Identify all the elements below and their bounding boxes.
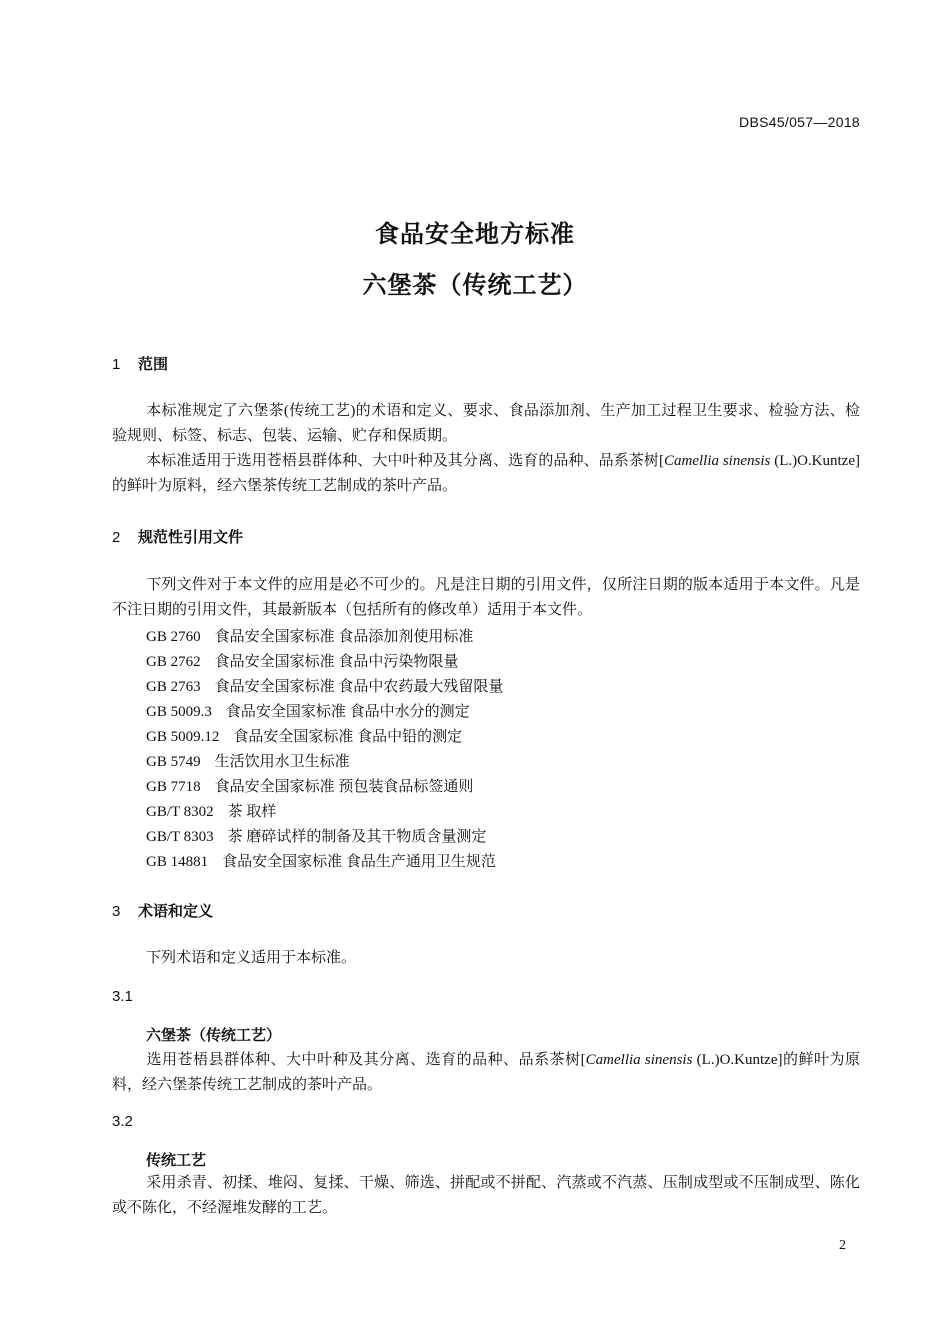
reference-item: [146, 750, 350, 771]
section-number: 3: [112, 903, 121, 920]
reference-code: GB/T 8302: [146, 804, 214, 820]
reference-item: [146, 825, 486, 846]
document-title-line2: 六堡茶（传统工艺）: [362, 272, 588, 299]
page-number: 2: [839, 1238, 846, 1253]
species-name: Camellia sinensis: [585, 1052, 693, 1068]
reference-code: GB 2763: [146, 679, 201, 695]
subsection-number-3-1: 3.1: [112, 988, 133, 1005]
paragraph-text: (L.)O.Kuntze]的鲜叶为原料，经六堡茶传统工艺制成的茶叶产品。: [112, 1052, 860, 1093]
reference-item: [146, 850, 496, 871]
reference-item: [146, 725, 462, 746]
paragraph-scope-2: [112, 449, 860, 499]
section-number: 1: [112, 356, 121, 373]
section-title: 术语和定义: [138, 903, 214, 920]
reference-code: GB 7718: [146, 779, 201, 795]
reference-title: 茶 取样: [227, 804, 277, 820]
reference-title: 生活饮用水卫生标准: [214, 754, 350, 770]
paragraph-text: 下列术语和定义适用于本标准。: [146, 950, 357, 966]
reference-item: [146, 675, 503, 696]
reference-code: GB 5009.3: [146, 704, 212, 720]
reference-title: 食品安全国家标准 食品中水分的测定: [225, 704, 470, 720]
reference-code: GB 2762: [146, 654, 201, 670]
reference-code: GB 14881: [146, 854, 209, 870]
paragraph-terms-intro: [112, 946, 860, 971]
document-title-line1: 食品安全地方标准: [375, 221, 575, 248]
reference-item: [146, 650, 458, 671]
paragraph-text: 选用苍梧县群体种、大中叶种及其分离、选育的品种、品系茶树[: [146, 1052, 586, 1068]
reference-item: [146, 800, 276, 821]
reference-item: [146, 775, 473, 796]
reference-title: 食品安全国家标准 食品中农药最大残留限量: [214, 679, 504, 695]
section-title: 范围: [138, 356, 169, 373]
reference-title: 食品安全国家标准 食品生产通用卫生规范: [222, 854, 496, 870]
reference-item: [146, 625, 473, 646]
term-definition-3-2: [112, 1171, 860, 1221]
section-heading-3: [112, 900, 213, 921]
section-heading-2: [112, 526, 243, 547]
paragraph-references-intro: [112, 573, 860, 623]
section-number: 2: [112, 529, 121, 546]
reference-code: GB/T 8303: [146, 829, 214, 845]
reference-title: 食品安全国家标准 预包装食品标签通则: [214, 779, 474, 795]
reference-item: [146, 700, 470, 721]
term-heading-3-1: 六堡茶（传统工艺）: [146, 1027, 282, 1044]
paragraph-text: 本标准适用于选用苍梧县群体种、大中叶种及其分离、选育的品种、品系茶树[: [146, 453, 665, 469]
paragraph-scope-1: [112, 399, 860, 449]
species-name: Camellia sinensis: [664, 453, 771, 469]
reference-title: 食品安全国家标准 食品中污染物限量: [214, 654, 459, 670]
paragraph-text: (L.)O.Kuntze]的鲜叶为原料，经六堡茶传统工艺制成的茶叶产品。: [112, 453, 860, 494]
reference-code: GB 5749: [146, 754, 201, 770]
paragraph-text: 本标准规定了六堡茶(传统工艺)的术语和定义、要求、食品添加剂、生产加工过程卫生要求、检验方法、检验规则、标签、标志、包装、运输、贮存和保质期。: [112, 403, 860, 444]
paragraph-text: 采用杀青、初揉、堆闷、复揉、干燥、筛选、拼配或不拼配、汽蒸或不汽蒸、压制成型或不压制成型、陈化或不陈化，不经渥堆发酵的工艺。: [112, 1175, 860, 1216]
reference-title: 茶 磨碎试样的制备及其干物质含量测定: [227, 829, 487, 845]
section-title: 规范性引用文件: [138, 529, 244, 546]
reference-title: 食品安全国家标准 食品添加剂使用标准: [214, 629, 474, 645]
subsection-number-3-2: 3.2: [112, 1113, 133, 1130]
reference-code: GB 2760: [146, 629, 201, 645]
term-definition-3-1: [112, 1048, 860, 1098]
term-heading-3-2: 传统工艺: [146, 1152, 207, 1169]
document-code: DBS45/057—2018: [739, 114, 860, 130]
section-heading-1: [112, 353, 168, 374]
paragraph-text: 下列文件对于本文件的应用是必不可少的。凡是注日期的引用文件，仅所注日期的版本适用于本文件。凡是不注日期的引用文件，其最新版本（包括所有的修改单）适用于本文件。: [112, 577, 860, 618]
reference-code: GB 5009.12: [146, 729, 220, 745]
reference-title: 食品安全国家标准 食品中铅的测定: [233, 729, 463, 745]
